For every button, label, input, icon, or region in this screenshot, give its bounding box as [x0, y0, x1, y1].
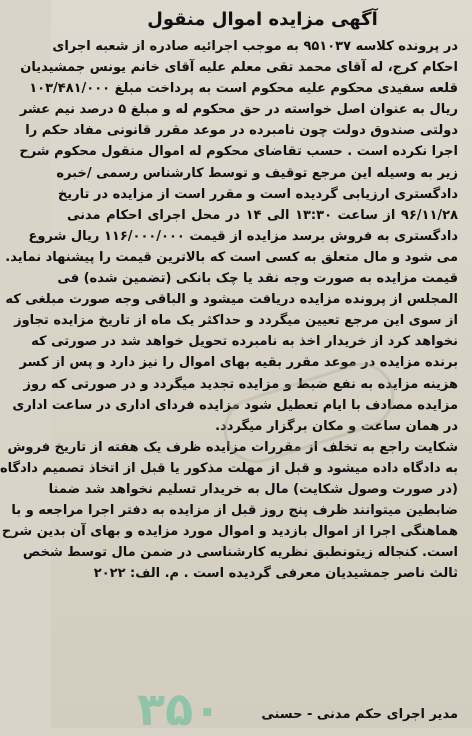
notice-line: است. کنجاله زیتونطبق نظریه کارشناسی در ضمن مال توسط شخص	[22, 545, 458, 561]
notice-line: المجلس از پرونده مزایده دریافت میشود و الباقی وجه صورت مبلغی که	[5, 292, 458, 308]
notice-line: هماهنگی اجرا از اموال بازدید و اموال مورد مزایده و بهای آن بدین شرح	[1, 524, 458, 540]
notice-line: زیر به وسیله این مرجع توقیف و توسط کارشناس رسمی /خبره	[56, 165, 458, 181]
handwritten-reference-number: ۳۵۰	[137, 682, 222, 736]
notice-line: اجرا نکرده است . حسب تقاضای محکوم له اموال منقول محکوم شرح	[19, 144, 458, 160]
notice-line: ثالث ناصر جمشیدیان معرفی گردیده است . م. الف: ۲۰۲۲	[93, 566, 458, 582]
notice-line: مزایده مصادف با ایام تعطیل شود مزایده فردای اداری در ساعت اداری	[12, 397, 458, 413]
notice-line: دادگستری به فروش برسد مزایده از قیمت ۱۱۶/۰۰۰/۰۰۰ ریال شروع	[28, 228, 458, 244]
notice-line: ۹۶/۱۱/۲۸ از ساعت ۱۳:۳۰ الی ۱۴ در محل اجرای احکام مدنی	[67, 207, 459, 223]
notice-line: دادگستری ارزیابی گردیده است و مقرر است از مزایده در تاریخ	[57, 186, 458, 202]
notice-line: هزینه مزایده به نفع ضبط و مزایده تجدید میگردد و در صورتی که روز	[23, 376, 458, 392]
notice-line: می شود و مال متعلق به کسی است که بالاترین قیمت را پیشنهاد نماید.	[5, 249, 458, 265]
notice-line: نخواهد کرد از خریدار اخذ به نامبرده تحویل خواهد شد در صورتی که	[31, 334, 458, 350]
notice-line: دولتی صندوق دولت چون نامبرده در موعد مقرر قانونی مفاد حکم را	[25, 123, 458, 139]
notice-line: قیمت مزایده به صورت وجه نقد یا چک بانکی (تضمین شده) فی	[57, 271, 458, 287]
notice-line: برنده مزایده در موعد مقرر بقیه بهای اموال را نیز دارد و پس از کسر	[19, 355, 458, 371]
notice-line: شکایت راجع به تخلف از مقررات مزایده ظرف یک هفته از تاریخ فروش	[7, 439, 458, 455]
notice-line: ریال به عنوان اصل خواسته در حق محکوم له و مبلغ ۵ درصد نیم عشر	[19, 102, 458, 118]
notice-line: (در صورت وصول شکایت) مال به خریدار تسلیم نخواهد شد ضمنا	[48, 481, 458, 497]
notice-line: قلعه سفیدی محکوم علیه محکوم است به پرداخت مبلغ ۱۰۳/۴۸۱/۰۰۰	[29, 81, 458, 97]
notice-line: در پرونده کلاسه ۹۵۱۰۳۷ به موجب اجرائیه صادره از شعبه اجرای	[52, 39, 458, 54]
notice-line: از سوی این مرجع تعیین میگردد و حداکثر یک ماه از تاریخ مزایده تجاوز	[14, 313, 458, 329]
notice-body	[0, 36, 459, 584]
notice-line: به دادگاه داده میشود و قبل از مهلت مذکور یا قبل از اتخاذ تصمیم دادگاه	[0, 460, 458, 476]
notice-line: ضابطین میتوانند ظرف پنج روز قبل از مزایده به دفتر اجرا مراجعه و با	[11, 503, 458, 519]
notice-line: احکام کرج، له آقای محمد تقی معلم علیه آقای خانم یونس جمشیدیان	[20, 60, 458, 76]
notice-signature: مدیر اجرای حکم مدنی - حسنی	[261, 707, 458, 722]
notice-line: در همان ساعت و مکان برگزار میگردد.	[215, 418, 458, 434]
notice-title: آگهی مزایده اموال منقول	[147, 9, 378, 30]
